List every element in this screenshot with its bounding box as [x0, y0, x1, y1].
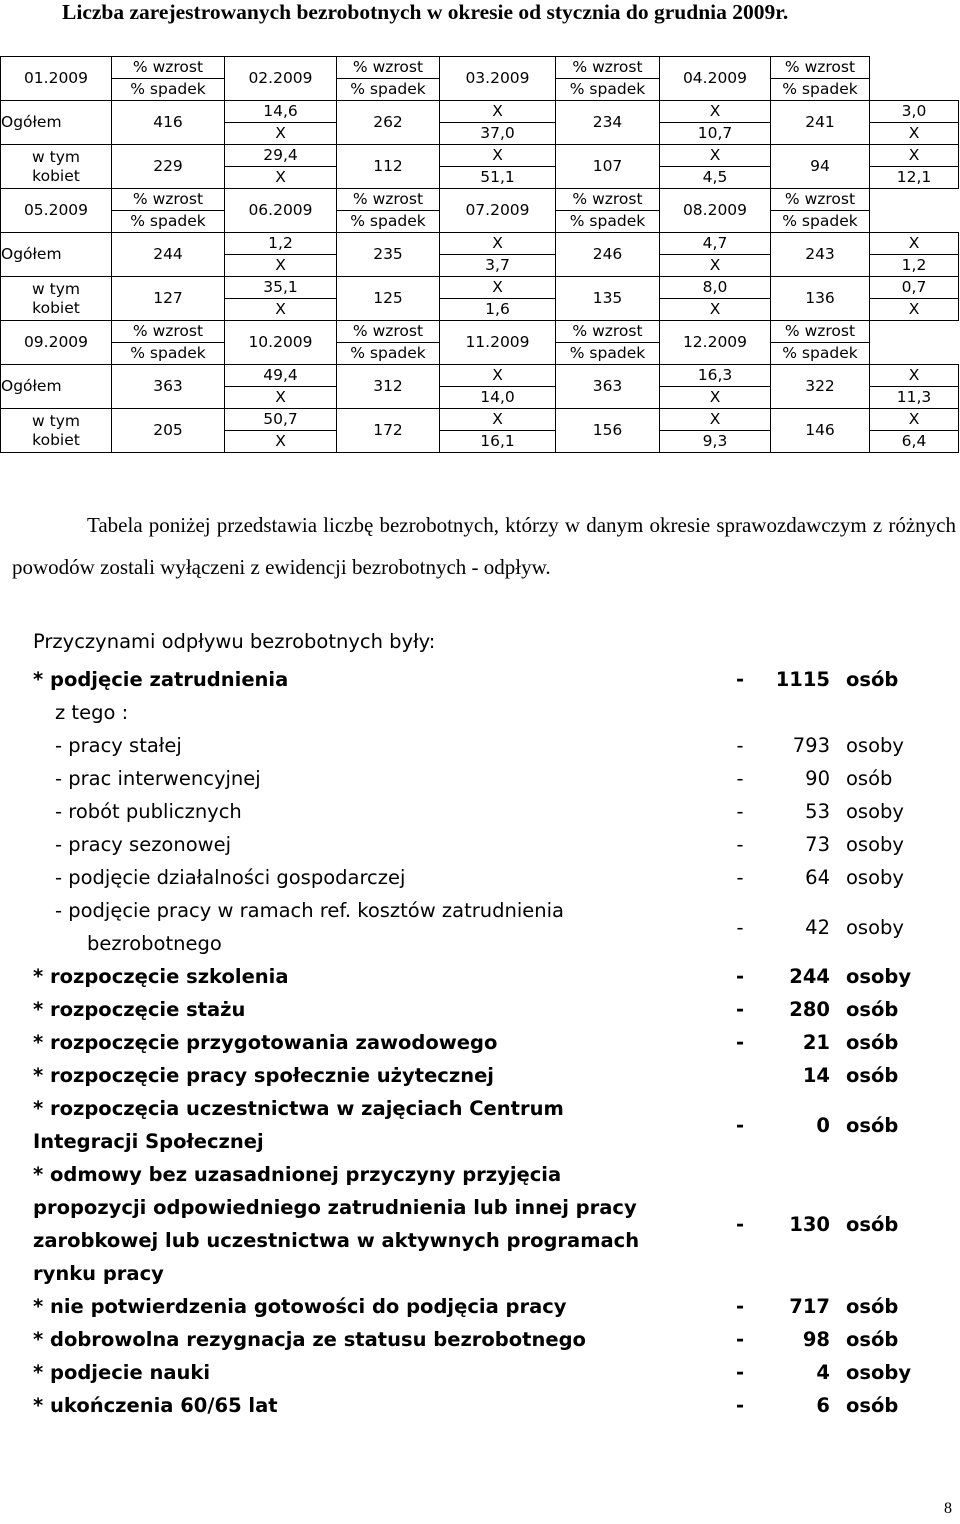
total-growth-cell: 16,3 — [660, 365, 771, 387]
women-growth-cell: X — [440, 145, 556, 167]
reason-unit: osoby — [846, 734, 904, 757]
reason-count: 0 — [816, 1113, 830, 1137]
women-decline-cell: X — [660, 299, 771, 321]
reason-dash: - — [735, 1361, 745, 1384]
total-value-cell: 363 — [556, 365, 660, 409]
women-growth-cell: 0,7 — [870, 277, 959, 299]
reason-label — [55, 828, 231, 861]
total-growth-cell: 14,6 — [225, 101, 337, 123]
intro-paragraph: Tabela poniżej przedstawia liczbę bezrobotnych, którzy w danym okresie sprawozdawczym z różnych powodów zostali wyłączeni z ewidencji bezrobotnych - odpływ. — [12, 513, 956, 579]
total-value-cell: 246 — [556, 233, 660, 277]
growth-header-cell: % wzrost — [556, 321, 660, 343]
decline-header-cell: % spadek — [771, 343, 870, 365]
row-label-women-line2: kobiet — [32, 298, 80, 317]
month-cell: 06.2009 — [225, 189, 337, 233]
total-growth-cell: 49,4 — [225, 365, 337, 387]
row-label-women-line1: w tym — [32, 147, 80, 166]
women-value-cell: 135 — [556, 277, 660, 321]
growth-header-cell: % wzrost — [337, 57, 440, 79]
reason-label-line: * nie potwierdzenia gotowości do podjęcia pracy — [33, 1295, 567, 1318]
reason-label — [33, 1389, 278, 1422]
page-number: 8 — [944, 1500, 952, 1517]
reason-unit: osoby — [846, 866, 904, 889]
women-value-cell: 127 — [112, 277, 225, 321]
reason-count: 1115 — [775, 668, 830, 691]
reason-unit: osób — [846, 1031, 899, 1054]
reason-unit: osób — [846, 767, 893, 790]
reason-label-line: bezrobotnego — [87, 932, 222, 955]
total-decline-cell: 14,0 — [440, 387, 556, 409]
total-value-cell: 243 — [771, 233, 870, 277]
reason-label-line: * dobrowolna rezygnacja ze statusu bezrobotnego — [33, 1328, 586, 1351]
reason-label — [33, 1290, 567, 1323]
total-value-cell: 244 — [112, 233, 225, 277]
women-value-cell: 156 — [556, 409, 660, 453]
growth-header-cell: % wzrost — [112, 57, 225, 79]
total-value-cell: 322 — [771, 365, 870, 409]
month-cell: 12.2009 — [660, 321, 771, 365]
decline-header-cell: % spadek — [112, 79, 225, 101]
reason-dash: - — [735, 1295, 745, 1318]
reason-label — [33, 1158, 639, 1290]
growth-header-cell: % wzrost — [771, 189, 870, 211]
reason-unit: osób — [846, 998, 899, 1021]
reason-unit: osoby — [846, 915, 904, 939]
reason-count: 90 — [805, 767, 830, 790]
reason-label-line: - podjęcie pracy w ramach ref. kosztów zatrudnienia — [55, 899, 564, 922]
women-decline-cell: X — [870, 299, 959, 321]
total-decline-cell: 10,7 — [660, 123, 771, 145]
decline-header-cell: % spadek — [112, 211, 225, 233]
reason-unit: osoby — [846, 965, 912, 988]
women-growth-cell: X — [660, 145, 771, 167]
reason-item — [0, 696, 960, 729]
row-label-total: Ogółem — [1, 233, 112, 277]
women-decline-cell: 12,1 — [870, 167, 959, 189]
row-label-total: Ogółem — [1, 365, 112, 409]
growth-header-cell: % wzrost — [112, 189, 225, 211]
reason-item — [0, 1389, 960, 1422]
reason-label-line: z tego : — [55, 701, 129, 724]
reason-item — [0, 663, 960, 696]
total-growth-cell: 3,0 — [870, 101, 959, 123]
table-row — [1, 189, 959, 211]
decline-header-cell: % spadek — [556, 79, 660, 101]
reason-count: 717 — [789, 1295, 830, 1318]
reason-dash: - — [735, 998, 745, 1021]
women-growth-cell: X — [870, 409, 959, 431]
row-label-total: Ogółem — [1, 101, 112, 145]
women-decline-cell: 16,1 — [440, 431, 556, 453]
decline-header-cell: % spadek — [337, 343, 440, 365]
women-value-cell: 112 — [337, 145, 440, 189]
total-value-cell: 262 — [337, 101, 440, 145]
reason-count: 21 — [802, 1031, 830, 1054]
reason-label — [33, 1092, 564, 1158]
total-growth-cell: X — [660, 101, 771, 123]
decline-header-cell: % spadek — [771, 211, 870, 233]
growth-header-cell: % wzrost — [556, 189, 660, 211]
table-row — [1, 101, 959, 123]
growth-header-cell: % wzrost — [337, 189, 440, 211]
women-value-cell: 146 — [771, 409, 870, 453]
reason-dash: - — [736, 767, 744, 790]
women-value-cell: 172 — [337, 409, 440, 453]
reason-unit: osoby — [846, 833, 904, 856]
row-label-women — [1, 145, 112, 189]
total-growth-cell: X — [440, 365, 556, 387]
reason-count: 42 — [805, 915, 830, 939]
reason-label-line: * rozpoczęcie pracy społecznie użytecznej — [33, 1064, 494, 1087]
reason-unit: osób — [846, 1328, 899, 1351]
month-cell: 11.2009 — [440, 321, 556, 365]
reason-item — [0, 960, 960, 993]
reason-dash: - — [735, 1031, 745, 1054]
decline-header-cell: % spadek — [112, 343, 225, 365]
growth-header-cell: % wzrost — [112, 321, 225, 343]
total-value-cell: 416 — [112, 101, 225, 145]
reason-unit: osób — [846, 1212, 899, 1236]
reason-dash: - — [735, 668, 745, 691]
total-decline-cell: X — [225, 255, 337, 277]
month-cell: 01.2009 — [1, 57, 112, 101]
reason-dash: - — [736, 915, 744, 939]
total-decline-cell: 37,0 — [440, 123, 556, 145]
reason-item — [0, 1356, 960, 1389]
women-decline-cell: X — [225, 431, 337, 453]
reason-item — [0, 1290, 960, 1323]
reason-label-line: zarobkowej lub uczestnictwa w aktywnych programach — [33, 1229, 640, 1252]
total-decline-cell: 1,2 — [870, 255, 959, 277]
reason-label-line: * rozpoczęcia uczestnictwa w zajęciach Centrum — [33, 1097, 564, 1120]
reason-count: 130 — [789, 1212, 830, 1236]
reason-count: 793 — [792, 734, 830, 757]
month-cell: 09.2009 — [1, 321, 112, 365]
row-label-women-line2: kobiet — [32, 430, 80, 449]
decline-header-cell: % spadek — [771, 79, 870, 101]
total-growth-cell: X — [870, 233, 959, 255]
reason-unit: osób — [846, 1394, 899, 1417]
reasons-heading: Przyczynami odpływu bezrobotnych były: — [33, 630, 436, 653]
reason-count: 98 — [802, 1328, 830, 1351]
reason-label-line: * rozpoczęcie szkolenia — [33, 965, 289, 988]
total-value-cell: 363 — [112, 365, 225, 409]
reason-label-line: propozycji odpowiedniego zatrudnienia lub innej pracy — [33, 1196, 637, 1219]
reason-dash: - — [735, 1113, 745, 1137]
reason-item — [0, 894, 960, 960]
reason-item — [0, 861, 960, 894]
month-cell: 07.2009 — [440, 189, 556, 233]
reason-label-line: rynku pracy — [33, 1262, 164, 1285]
reason-dash: - — [736, 866, 744, 889]
reason-label — [55, 894, 564, 960]
total-growth-cell: X — [440, 101, 556, 123]
reason-count: 14 — [802, 1064, 830, 1087]
reason-label-line: * rozpoczęcie stażu — [33, 998, 246, 1021]
reason-unit: osoby — [846, 800, 904, 823]
reason-label — [33, 1323, 586, 1356]
reason-unit: osób — [846, 668, 899, 691]
table-row — [1, 321, 959, 343]
women-growth-cell: 50,7 — [225, 409, 337, 431]
decline-header-cell: % spadek — [556, 211, 660, 233]
total-growth-cell: 1,2 — [225, 233, 337, 255]
reason-count: 244 — [789, 965, 830, 988]
total-growth-cell: 4,7 — [660, 233, 771, 255]
reason-label — [33, 1026, 497, 1059]
row-label-women-line2: kobiet — [32, 166, 80, 185]
month-cell: 05.2009 — [1, 189, 112, 233]
reason-label — [55, 795, 242, 828]
total-decline-cell: 3,7 — [440, 255, 556, 277]
table-row — [1, 277, 959, 299]
table-row — [1, 409, 959, 431]
total-growth-cell: X — [440, 233, 556, 255]
reason-label — [33, 993, 245, 1026]
reason-item — [0, 729, 960, 762]
reason-label-line: - pracy stałej — [55, 734, 182, 757]
reason-label — [33, 1059, 494, 1092]
reason-label — [33, 960, 289, 993]
row-label-women — [1, 409, 112, 453]
reason-label-line: * rozpoczęcie przygotowania zawodowego — [33, 1031, 498, 1054]
month-cell: 02.2009 — [225, 57, 337, 101]
women-value-cell: 125 — [337, 277, 440, 321]
total-value-cell: 235 — [337, 233, 440, 277]
reason-label — [33, 663, 288, 696]
total-growth-cell: X — [870, 365, 959, 387]
women-growth-cell: X — [660, 409, 771, 431]
total-decline-cell: X — [660, 255, 771, 277]
decline-header-cell: % spadek — [337, 211, 440, 233]
reason-label-line: * podjecie nauki — [33, 1361, 211, 1384]
reason-label — [55, 696, 128, 729]
reason-label-line: Integracji Społecznej — [33, 1130, 264, 1153]
total-value-cell: 312 — [337, 365, 440, 409]
total-value-cell: 241 — [771, 101, 870, 145]
reason-dash: - — [736, 734, 744, 757]
reason-dash: - — [736, 800, 744, 823]
total-decline-cell: 11,3 — [870, 387, 959, 409]
table-row — [1, 233, 959, 255]
table-row — [1, 365, 959, 387]
reason-dash: - — [735, 1212, 745, 1236]
reason-item — [0, 795, 960, 828]
women-decline-cell: X — [225, 167, 337, 189]
women-value-cell: 107 — [556, 145, 660, 189]
growth-header-cell: % wzrost — [337, 321, 440, 343]
reason-count: 4 — [816, 1361, 830, 1384]
total-decline-cell: X — [660, 387, 771, 409]
reason-item — [0, 1026, 960, 1059]
month-cell: 04.2009 — [660, 57, 771, 101]
growth-header-cell: % wzrost — [771, 57, 870, 79]
reason-item — [0, 1323, 960, 1356]
women-decline-cell: 1,6 — [440, 299, 556, 321]
reason-item — [0, 1059, 960, 1092]
reason-count: 53 — [805, 800, 830, 823]
women-decline-cell: 9,3 — [660, 431, 771, 453]
women-growth-cell: 29,4 — [225, 145, 337, 167]
reason-label-line: - prac interwencyjnej — [55, 767, 261, 790]
reason-dash: - — [735, 1328, 745, 1351]
decline-header-cell: % spadek — [337, 79, 440, 101]
women-value-cell: 94 — [771, 145, 870, 189]
table-row — [1, 145, 959, 167]
reason-count: 73 — [805, 833, 830, 856]
women-growth-cell: X — [440, 277, 556, 299]
reason-item — [0, 762, 960, 795]
reason-count: 6 — [816, 1394, 830, 1417]
total-value-cell: 234 — [556, 101, 660, 145]
reason-label-line: - robót publicznych — [55, 800, 242, 823]
reason-item — [0, 828, 960, 861]
women-value-cell: 229 — [112, 145, 225, 189]
month-cell: 10.2009 — [225, 321, 337, 365]
reason-unit: osób — [846, 1295, 899, 1318]
reason-label — [55, 729, 182, 762]
women-decline-cell: 6,4 — [870, 431, 959, 453]
reason-unit: osób — [846, 1113, 899, 1137]
reason-item — [0, 993, 960, 1026]
reason-item — [0, 1158, 960, 1290]
total-decline-cell: X — [870, 123, 959, 145]
reason-count: 280 — [789, 998, 830, 1021]
women-decline-cell: 4,5 — [660, 167, 771, 189]
table-row — [1, 57, 959, 79]
reason-label — [55, 861, 405, 894]
total-decline-cell: X — [225, 387, 337, 409]
women-growth-cell: 8,0 — [660, 277, 771, 299]
reason-label-line: * odmowy bez uzasadnionej przyczyny przyjęcia — [33, 1163, 562, 1186]
growth-header-cell: % wzrost — [556, 57, 660, 79]
women-decline-cell: 51,1 — [440, 167, 556, 189]
decline-header-cell: % spadek — [556, 343, 660, 365]
month-cell: 08.2009 — [660, 189, 771, 233]
reason-dash: - — [736, 833, 744, 856]
reason-label — [33, 1356, 210, 1389]
reason-dash: - — [735, 965, 745, 988]
row-label-women-line1: w tym — [32, 279, 80, 298]
row-label-women — [1, 277, 112, 321]
women-decline-cell: X — [225, 299, 337, 321]
reason-count: 64 — [805, 866, 830, 889]
reason-label-line: - pracy sezonowej — [55, 833, 232, 856]
row-label-women-line1: w tym — [32, 411, 80, 430]
women-value-cell: 205 — [112, 409, 225, 453]
women-growth-cell: X — [440, 409, 556, 431]
reason-label-line: - podjęcie działalności gospodarczej — [55, 866, 406, 889]
reason-label-line: * ukończenia 60/65 lat — [33, 1394, 278, 1417]
reason-unit: osób — [846, 1064, 899, 1087]
women-value-cell: 136 — [771, 277, 870, 321]
reason-label — [55, 762, 261, 795]
reason-item — [0, 1092, 960, 1158]
growth-header-cell: % wzrost — [771, 321, 870, 343]
total-decline-cell: X — [225, 123, 337, 145]
reason-label-line: * podjęcie zatrudnienia — [33, 668, 289, 691]
women-growth-cell: 35,1 — [225, 277, 337, 299]
month-cell: 03.2009 — [440, 57, 556, 101]
page-title: Liczba zarejestrowanych bezrobotnych w okresie od stycznia do grudnia 2009r. — [62, 0, 789, 24]
women-growth-cell: X — [870, 145, 959, 167]
reason-unit: osoby — [846, 1361, 912, 1384]
reason-dash: - — [735, 1394, 745, 1417]
unemployment-stats-table — [0, 56, 959, 453]
